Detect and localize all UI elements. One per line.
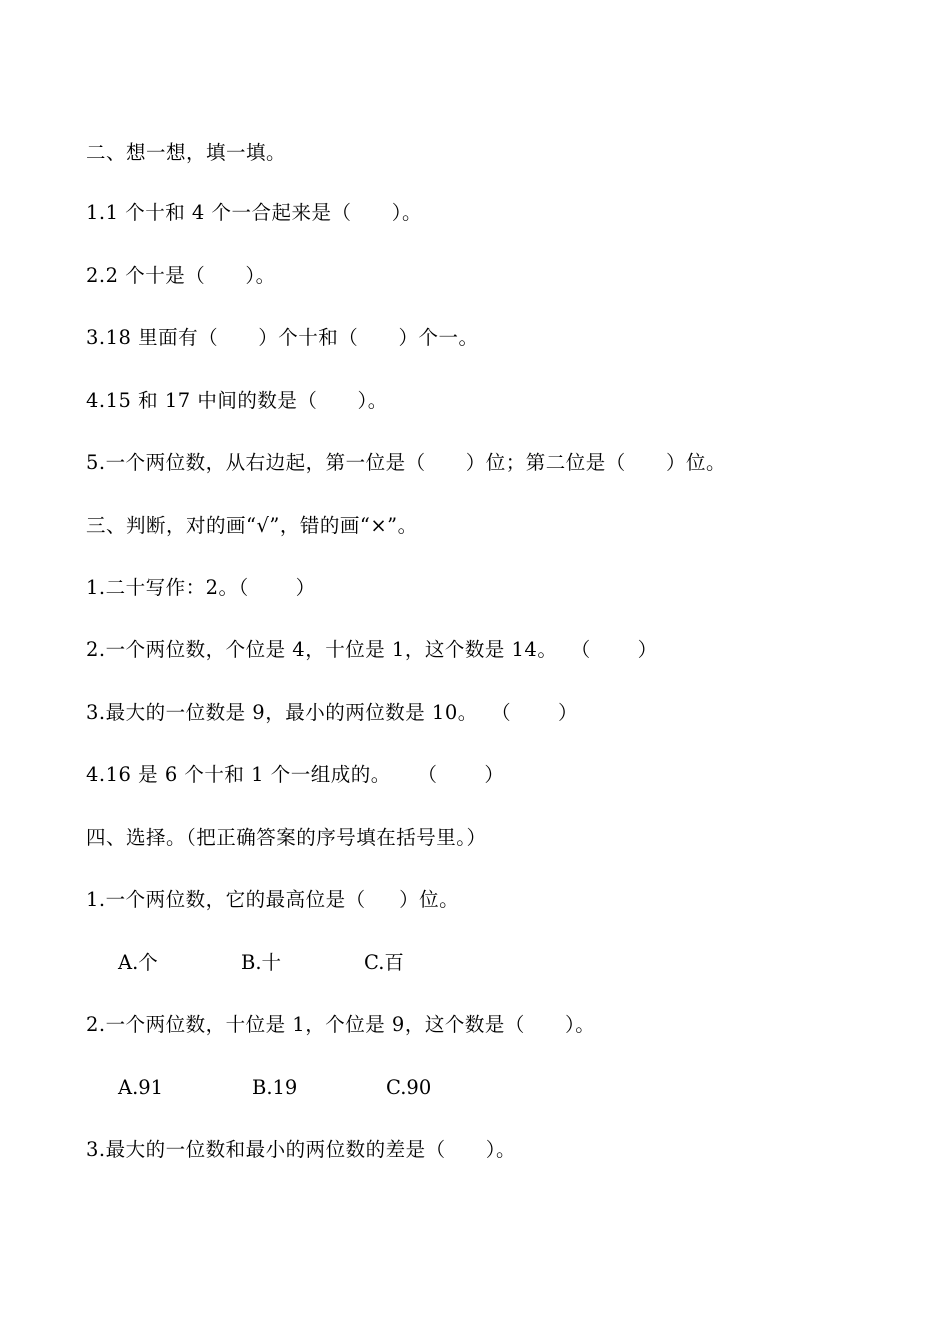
fill-blank-question-2: 2.2 个十是（ ）。 (86, 264, 276, 287)
section-3-heading: 三、判断，对的画“√”，错的画“×”。 (86, 514, 418, 537)
section-2-heading: 二、想一想，填一填。 (86, 141, 287, 164)
choice-2-option-a: A.91 (118, 1076, 164, 1099)
true-false-question-1: 1.二十写作：2。（ ） (86, 576, 316, 599)
choice-1-option-c: C.百 (364, 951, 404, 974)
choice-1-option-b: B.十 (241, 951, 282, 974)
true-false-question-3: 3.最大的一位数是 9，最小的两位数是 10。 （ ） (86, 701, 579, 724)
section-4-heading: 四、选择。（把正确答案的序号填在括号里。） (86, 826, 487, 849)
choice-2-option-c: C.90 (386, 1076, 432, 1099)
choice-question-3: 3.最大的一位数和最小的两位数的差是（ ）。 (86, 1138, 517, 1161)
choice-question-1: 1.一个两位数，它的最高位是（ ）位。 (86, 888, 460, 911)
choice-2-option-b: B.19 (252, 1076, 298, 1099)
true-false-question-2: 2.一个两位数，个位是 4，十位是 1，这个数是 14。 （ ） (86, 638, 658, 661)
fill-blank-question-1: 1.1 个十和 4 个一合起来是（ ）。 (86, 201, 422, 224)
choice-1-option-a: A.个 (118, 951, 158, 974)
fill-blank-question-4: 4.15 和 17 中间的数是（ ）。 (86, 389, 388, 412)
choice-question-2: 2.一个两位数，十位是 1，个位是 9，这个数是（ ）。 (86, 1013, 596, 1036)
fill-blank-question-5: 5.一个两位数，从右边起，第一位是（ ）位；第二位是（ ）位。 (86, 451, 726, 474)
true-false-question-4: 4.16 是 6 个十和 1 个一组成的。 （ ） (86, 763, 505, 786)
fill-blank-question-3: 3.18 里面有（ ）个十和（ ）个一。 (86, 326, 479, 349)
